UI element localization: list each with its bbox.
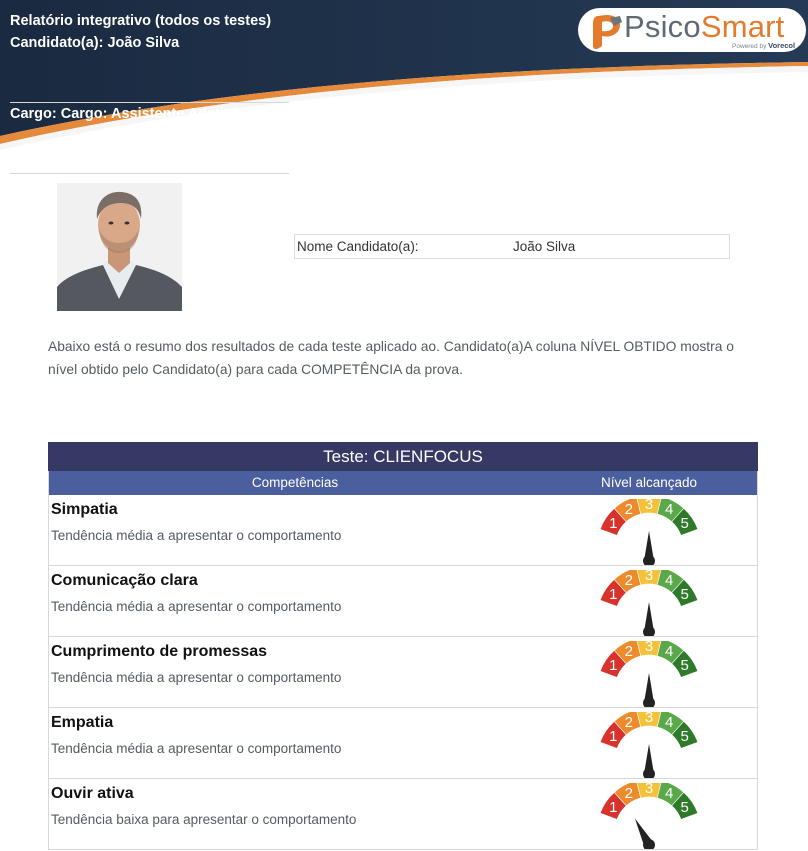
gauge-label-5: 5	[680, 514, 689, 532]
role-value: Assistente Administrativo	[110, 106, 290, 122]
gauge-label-3: 3	[644, 570, 654, 584]
level-gauge	[594, 712, 704, 778]
gauge-label-3: 3	[644, 641, 654, 655]
gauge-label-1: 1	[609, 514, 618, 532]
table-header	[48, 471, 758, 495]
psicosmart-logo-icon	[590, 12, 624, 52]
level-gauge	[594, 641, 704, 707]
gauge-label-2: 2	[624, 714, 633, 732]
competency-description: Tendência média a apresentar o comportamento	[51, 528, 342, 543]
table-row	[49, 637, 757, 708]
test-results-table	[48, 442, 758, 850]
gauge-label-1: 1	[609, 585, 618, 603]
gauge-label-4: 4	[665, 714, 674, 732]
competency-description: Tendência baixa para apresentar o comportamento	[51, 812, 357, 827]
candidate-name-label: Nome Candidato(a):	[297, 239, 419, 254]
gauge-label-2: 2	[624, 785, 633, 803]
gauge-label-5: 5	[680, 798, 689, 816]
gauge-label-3: 3	[644, 783, 654, 797]
report-title: Relatório integrativo (todos os testes)	[10, 13, 272, 29]
gauge-label-2: 2	[624, 501, 633, 519]
logo-powered-brand: Vorecol	[768, 41, 796, 50]
gauge-label-5: 5	[680, 656, 689, 674]
psicosmart-logo	[578, 8, 806, 52]
role-label: Cargo: Cargo:	[10, 106, 108, 122]
gauge-label-2: 2	[624, 643, 633, 661]
report-header	[0, 0, 808, 150]
gauge-label-3: 3	[644, 499, 654, 513]
gauge-label-4: 4	[665, 643, 674, 661]
table-row	[49, 566, 757, 637]
col-competencies: Competências	[251, 475, 339, 490]
table-row	[49, 495, 757, 566]
candidate-name-value: João Silva	[513, 239, 576, 254]
candidate-photo	[57, 183, 182, 311]
intro-paragraph: Abaixo está o resumo dos resultados de cada teste aplicado ao. Candidato(a)A coluna NÍVEL OBTIDO mostra o nível obtido pelo Candidato(a) para cada COMPETÊNCIA da prova.	[48, 339, 734, 377]
logo-text-smart: Smart	[700, 9, 785, 44]
table-body	[48, 495, 758, 850]
logo-text-psico: Psico	[624, 9, 701, 44]
gauge-label-1: 1	[609, 656, 618, 674]
test-title: Teste: CLIENFOCUS	[48, 442, 758, 471]
competency-title: Cumprimento de promessas	[51, 643, 268, 660]
candidate-name-box	[294, 234, 730, 259]
table-row	[49, 779, 757, 850]
gauge-label-2: 2	[624, 572, 633, 590]
gauge-label-4: 4	[665, 501, 674, 519]
gauge-label-1: 1	[609, 727, 618, 745]
gauge-label-5: 5	[680, 585, 689, 603]
competency-description: Tendência média a apresentar o comportamento	[51, 670, 342, 685]
competency-title: Ouvir ativa	[51, 785, 134, 802]
candidate-name: João Silva	[107, 35, 180, 51]
level-gauge	[594, 783, 704, 849]
gauge-label-1: 1	[609, 798, 618, 816]
gauge-label-3: 3	[644, 712, 654, 726]
col-level: Nível alcançado	[600, 475, 698, 490]
competency-title: Comunicação clara	[51, 572, 198, 589]
level-gauge	[594, 570, 704, 636]
competency-description: Tendência média a apresentar o comportamento	[51, 599, 342, 614]
candidate-label: Candidato(a):	[10, 35, 104, 51]
gauge-label-5: 5	[680, 727, 689, 745]
competency-title: Simpatia	[51, 501, 118, 518]
logo-powered-by: Powered by	[732, 43, 767, 50]
gauge-label-4: 4	[665, 572, 674, 590]
gauge-label-4: 4	[665, 785, 674, 803]
level-gauge	[594, 499, 704, 565]
competency-description: Tendência média a apresentar o comportamento	[51, 741, 342, 756]
table-row	[49, 708, 757, 779]
competency-title: Empatia	[51, 714, 114, 731]
